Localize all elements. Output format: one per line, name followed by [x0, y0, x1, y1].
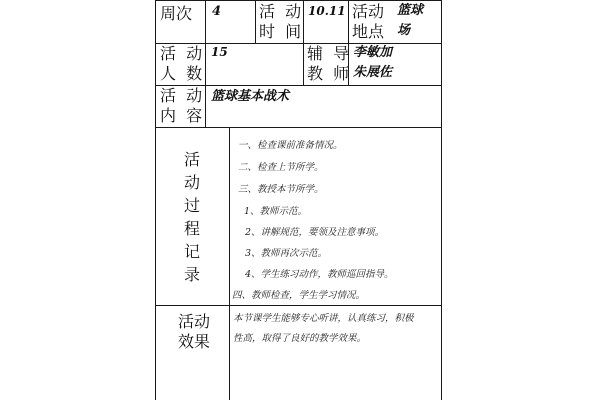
record-item: 二、检查上节所学。 — [238, 162, 324, 173]
teacher-label-line1: 辅 导 — [307, 44, 350, 63]
row-divider-4 — [155, 305, 441, 306]
effect-text-line2: 性高，取得了良好的教学效果。 — [233, 333, 367, 344]
label-column-divider-lower — [229, 128, 230, 400]
record-item: 三、教授本节所学。 — [238, 184, 324, 195]
teacher-label-line2: 教 师 — [307, 64, 350, 83]
count-label-line1: 活 动 — [160, 44, 203, 63]
place-value-line2: 场 — [397, 23, 411, 38]
place-label-line1: 活动 — [352, 2, 385, 21]
content-value: 篮球基本战术 — [211, 89, 290, 104]
row-divider-3 — [155, 127, 441, 128]
record-label-char: 记 — [183, 242, 200, 261]
content-label-line1: 活 动 — [160, 86, 203, 105]
record-label-char: 活 — [183, 150, 200, 169]
teacher-value-line1: 李敏加 — [353, 45, 393, 60]
count-value: 15 — [211, 45, 228, 59]
time-value: 10.11 — [308, 4, 346, 18]
row2-divider-a — [303, 43, 304, 85]
label-column-divider — [205, 0, 206, 128]
week-value: 4 — [212, 4, 222, 19]
record-item: 1、教师示范。 — [244, 206, 308, 217]
time-label-line2: 时 间 — [259, 22, 302, 41]
record-label — [182, 148, 202, 286]
count-label-line2: 人 数 — [160, 64, 203, 83]
effect-label-line2: 效果 — [178, 332, 211, 351]
record-label-char: 程 — [183, 219, 200, 238]
table-border-left — [155, 0, 156, 400]
record-item: 4、学生练习动作，教师巡回指导。 — [245, 269, 394, 280]
effect-label-line1: 活动 — [178, 312, 211, 331]
record-label-char: 过 — [183, 196, 200, 215]
time-label-line1: 活 动 — [259, 2, 302, 21]
record-item: 2、讲解规范，要领及注意事项。 — [245, 227, 385, 238]
place-value-line1: 篮球 — [397, 3, 424, 18]
record-item: 3、教师再次示范。 — [245, 248, 328, 259]
effect-text-line1: 本节课学生能够专心听讲，认真练习，积极 — [233, 313, 414, 324]
week-label: 周次 — [160, 4, 193, 23]
row1-divider-a — [255, 0, 256, 43]
record-label-char: 动 — [183, 173, 200, 192]
record-label-char: 录 — [183, 265, 200, 284]
place-label-line2: 地点 — [352, 22, 385, 41]
table-border-top — [155, 0, 441, 1]
record-item: 四、教师检查，学生学习情况。 — [232, 290, 366, 301]
record-item: 一、检查课前准备情况。 — [238, 140, 343, 151]
teacher-value-line2: 朱展佐 — [353, 65, 393, 80]
table-border-right — [441, 0, 442, 400]
row1-divider-c — [348, 0, 349, 43]
content-label-line2: 内 容 — [160, 106, 203, 125]
row1-divider-b — [303, 0, 304, 43]
